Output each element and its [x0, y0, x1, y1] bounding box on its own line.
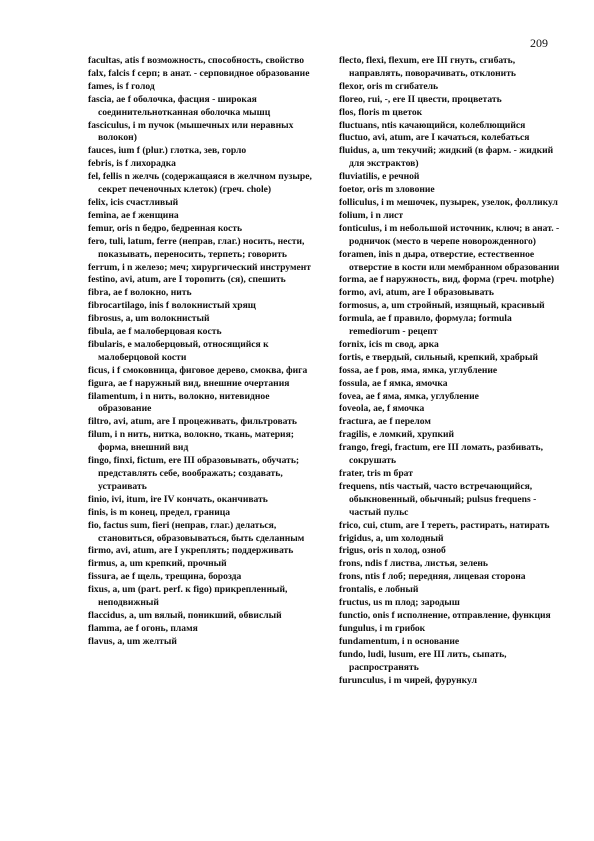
- dictionary-entry: firmo, avi, atum, are I укреплять; поддерживать: [88, 545, 294, 557]
- dictionary-entry: filamentum, i n нить, волокно, нитевидное образование: [88, 390, 270, 415]
- dictionary-entry: forma, ae f наружность, вид, форма (греч. motphe): [339, 274, 555, 286]
- dictionary-entry: fluctuo, avi, atum, are I качаться, колебаться: [339, 132, 530, 144]
- dictionary-entry: floreo, rui, -, ere II цвести, процветать: [339, 93, 502, 105]
- dictionary-entry: folliculus, i m мешочек, пузырек, узелок, фолликул: [339, 196, 558, 208]
- dictionary-entry: fibrosus, a, um волокнистый: [88, 313, 210, 325]
- right-column: [339, 55, 565, 687]
- dictionary-entry: fio, factus sum, fieri (неправ, глаг.) делаться, становиться, образовываться, быть сделанным: [88, 519, 305, 544]
- dictionary-entry: flaccidus, a, um вялый, поникший, обвислый: [88, 609, 282, 621]
- dictionary-entry: finis, is m конец, предел, граница: [88, 506, 231, 518]
- dictionary-entry: finio, ivi, itum, ire IV кончать, оканчивать: [88, 493, 268, 505]
- dictionary-entry: furunculus, i m чирей, фурункул: [339, 674, 477, 686]
- dictionary-entry: frons, ntis f лоб; передняя, лицевая сторона: [339, 571, 526, 583]
- dictionary-entry: formosus, a, um стройный, изящный, красивый: [339, 300, 545, 312]
- dictionary-entry: frigus, oris n холод, озноб: [339, 545, 446, 557]
- dictionary-entry: fossula, ae f ямка, ямочка: [339, 377, 448, 389]
- dictionary-entry: frico, cui, ctum, are I тереть, растирать, натирать: [339, 519, 550, 531]
- dictionary-entry: fel, fellis n желчь (содержащаяся в желчном пузыре, секрет печеночных клеток) (греч. chole): [88, 171, 312, 196]
- dictionary-entry: fames, is f голод: [88, 80, 155, 92]
- dictionary-entry: fingo, finxi, fictum, ere III образовывать, обучать; представлять себе, воображать; создавать, устраивать: [88, 455, 300, 492]
- dictionary-entry: fascia, ae f оболочка, фасция - широкая соединительнотканная оболочка мышц: [88, 93, 271, 118]
- dictionary-entry: foramen, inis n дыра, отверстие, естественное отверстие в кости или мембранном образовании: [339, 248, 560, 273]
- dictionary-entry: flavus, a, um желтый: [88, 635, 177, 647]
- dictionary-entry: fundamentum, i n основание: [339, 635, 460, 647]
- dictionary-entry: fero, tuli, latum, ferre (неправ, глаг.) носить, нести, показывать, переносить, терпеть; говорить: [88, 235, 305, 260]
- dictionary-entry: fortis, e твердый, сильный, крепкий, храбрый: [339, 351, 539, 363]
- dictionary-entry: fovea, ae f яма, ямка, углубление: [339, 390, 479, 402]
- dictionary-entry: femur, oris n бедро, бедренная кость: [88, 222, 243, 234]
- dictionary-entry: frigidus, a, um холодный: [339, 532, 444, 544]
- dictionary-entry: fluviatilis, e речной: [339, 171, 420, 183]
- dictionary-entry: figura, ae f наружный вид, внешние очертания: [88, 377, 290, 389]
- dictionary-entry: fibula, ae f малоберцовая кость: [88, 326, 222, 338]
- dictionary-entry: frango, fregi, fractum, ere III ломать, разбивать, сокрушать: [339, 442, 544, 467]
- dictionary-entry: frater, tris m брат: [339, 468, 413, 479]
- dictionary-entry: foveola, ae, f ямочка: [339, 403, 425, 415]
- dictionary-entry: facultas, atis f возможность, способность, свойство: [88, 55, 305, 66]
- dictionary-entry: frequens, ntis частый, часто встречающийся, обыкновенный, обычный; pulsus frequens - частый пульс: [339, 480, 537, 518]
- dictionary-entry: flecto, flexi, flexum, ere III гнуть, сгибать, направлять, поворачивать, отклонить: [339, 55, 516, 79]
- dictionary-entry: functio, onis f исполнение, отправление, функция: [339, 609, 551, 621]
- dictionary-entry: flexor, oris m сгибатель: [339, 80, 439, 92]
- dictionary-entry: filtro, avi, atum, are I процеживать, фильтровать: [88, 416, 297, 428]
- dictionary-entry: fibularis, e малоберцовый, относящийся к малоберцовой кости: [88, 338, 269, 363]
- dictionary-entry: formula, ae f правило, формула; formula remediorum - рецепт: [339, 313, 512, 338]
- dictionary-entry: fructus, us m плод; зародыш: [339, 597, 460, 609]
- left-column: [88, 55, 314, 649]
- dictionary-entry: ferrum, i n железо; меч; хирургический инструмент: [88, 261, 311, 273]
- dictionary-entry: filum, i n нить, нитка, волокно, ткань, материя; форма, внешний вид: [88, 429, 294, 454]
- page-number: 209: [530, 36, 548, 50]
- dictionary-entry: firmus, a, um крепкий, прочный: [88, 558, 227, 570]
- dictionary-entry: fonticulus, i m небольшой источник, ключ; в анат. - родничок (место в черепе новорожденного): [339, 222, 560, 247]
- dictionary-entry: fossa, ae f ров, яма, ямка, углубление: [339, 364, 498, 376]
- dictionary-entry: fixus, a, um (part. perf. к figo) прикрепленный, неподвижный: [88, 584, 288, 609]
- dictionary-entry: formo, avi, atum, are I образовывать: [339, 287, 494, 299]
- dictionary-entry: fibra, ae f волокно, нить: [88, 287, 192, 299]
- dictionary-entry: febris, is f лихорадка: [88, 158, 176, 170]
- dictionary-entry: fasciculus, i m пучок (мышечных или неравных волокон): [88, 119, 294, 144]
- dictionary-entry: frons, ndis f листва, листья, зелень: [339, 558, 488, 570]
- dictionary-entry: fissura, ae f щель, трещина, борозда: [88, 571, 242, 583]
- dictionary-entry: felix, icis счастливый: [88, 196, 179, 208]
- dictionary-entry: ficus, i f смоковница, фиговое дерево, смоква, фига: [88, 364, 308, 376]
- dictionary-entry: femina, ae f женщина: [88, 209, 179, 221]
- dictionary-entry: fractura, ae f перелом: [339, 416, 431, 428]
- dictionary-entry: fluctuans, ntis качающийся, колеблющийся: [339, 119, 526, 131]
- dictionary-entry: fragilis, e ломкий, хрупкий: [339, 429, 455, 441]
- dictionary-entry: foetor, oris m зловоние: [339, 184, 435, 196]
- dictionary-entry: festino, avi, atum, are I торопить (ся), спешить: [88, 274, 286, 286]
- dictionary-entry: fluidus, a, um текучий; жидкий (в фарм. - жидкий для экстрактов): [339, 145, 554, 170]
- dictionary-entry: fundo, ludi, lusum, ere III лить, сыпать, распространять: [339, 648, 507, 673]
- dictionary-entry: falx, falcis f серп; в анат. - серповидное образование: [88, 67, 310, 79]
- dictionary-entry: frontalis, e лобный: [339, 584, 419, 596]
- dictionary-entry: flamma, ae f огонь, пламя: [88, 622, 198, 634]
- dictionary-entry: folium, i n лист: [339, 209, 404, 221]
- dictionary-entry: fungulus, i m грибок: [339, 622, 426, 634]
- dictionary-entry: fibrocartilago, inis f волокнистый хрящ: [88, 300, 256, 312]
- dictionary-entry: fauces, ium f (plur.) глотка, зев, горло: [88, 145, 247, 157]
- dictionary-entry: flos, floris m цветок: [339, 106, 423, 118]
- dictionary-entry: fornix, icis m свод, арка: [339, 338, 439, 350]
